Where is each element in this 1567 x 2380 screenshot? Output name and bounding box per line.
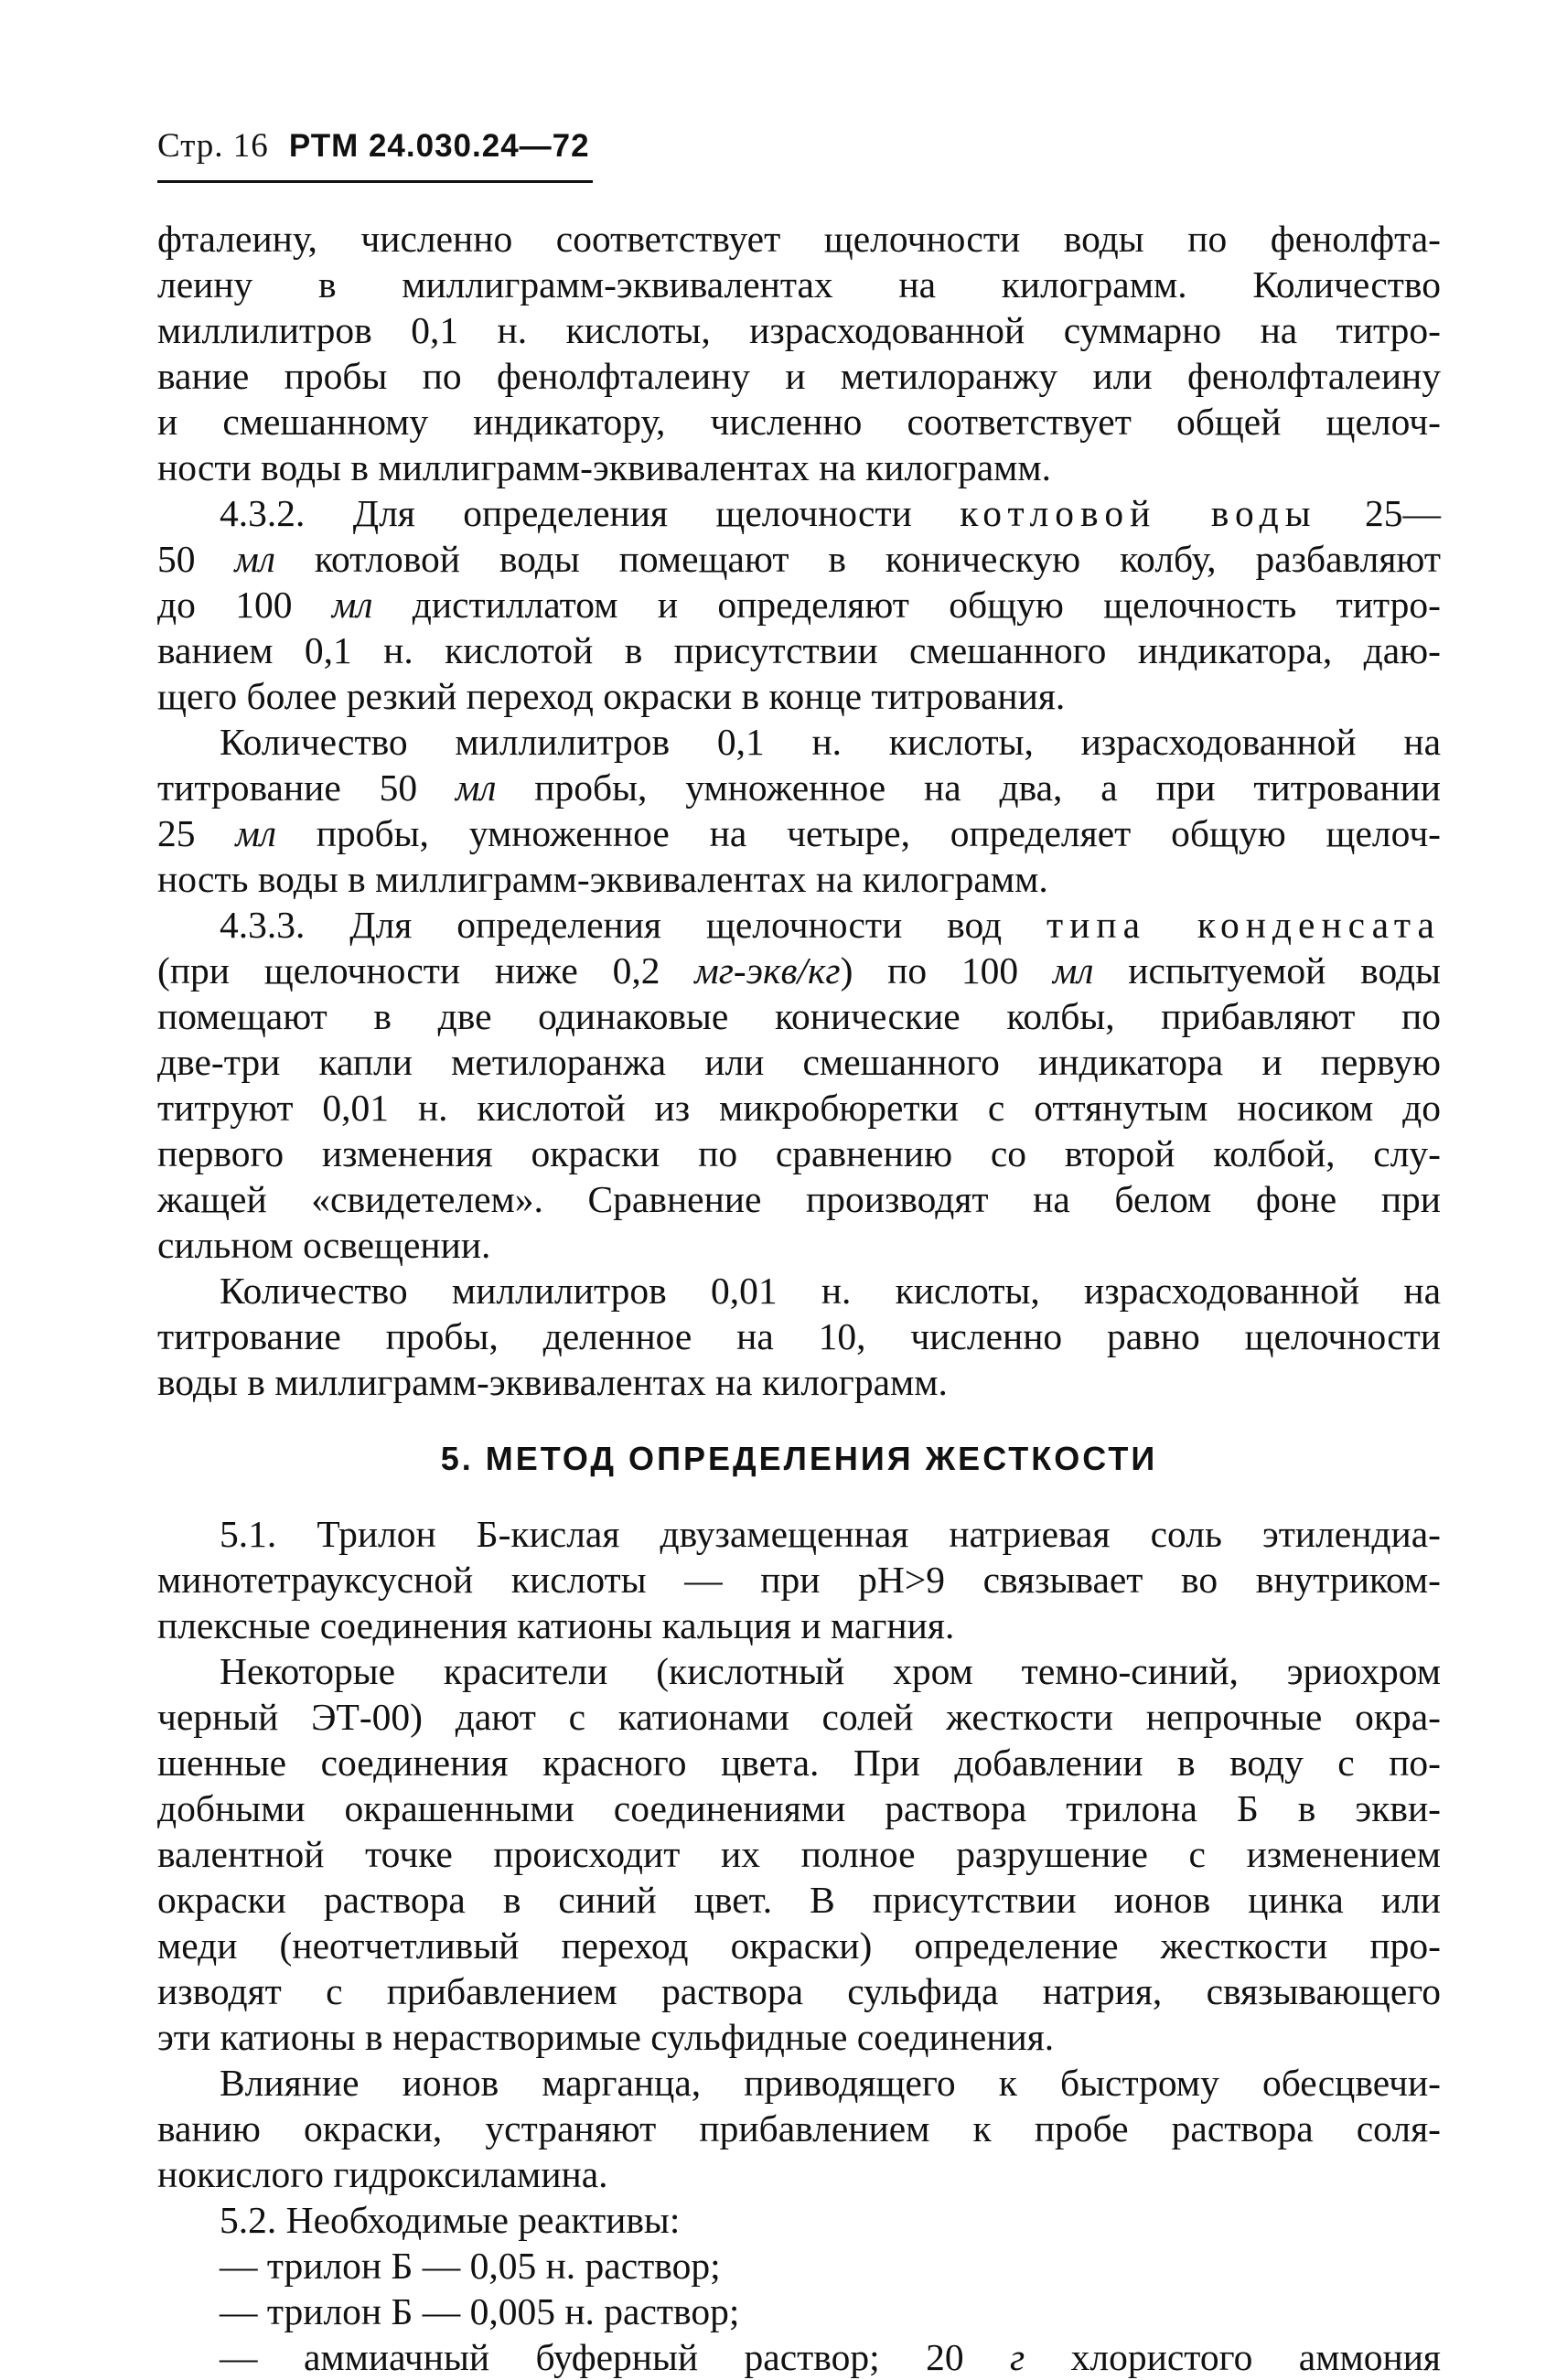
text-line: жащей «свидетелем». Сравнение производят на белом фоне при bbox=[157, 1178, 1441, 1220]
paragraph-quantity-2 bbox=[157, 1268, 1441, 1405]
unit-mg-eq-kg: мг-экв/кг bbox=[694, 949, 841, 992]
unit-ml: мл bbox=[331, 584, 373, 626]
text-line: минотетрауксусной кислоты — при pH>9 связывает во внутриком- bbox=[157, 1559, 1441, 1601]
paragraph-dyes bbox=[157, 1648, 1441, 2060]
text-line: 4.3.3. Для определения щелочности вод типа конденсата bbox=[220, 904, 1441, 946]
paragraph-4-3-3 bbox=[157, 902, 1441, 1268]
paragraph-5-1 bbox=[157, 1511, 1441, 1648]
text-line: первого изменения окраски по сравнению со второй колбой, слу- bbox=[157, 1132, 1441, 1174]
page-header bbox=[157, 126, 590, 166]
section-heading: 5. МЕТОД ОПРЕДЕЛЕНИЯ ЖЕСТКОСТИ bbox=[440, 1440, 1158, 1477]
header-rule bbox=[157, 180, 593, 183]
list-item: — трилон Б — 0,05 н. раствор; bbox=[220, 2245, 721, 2287]
text-line: (при щелочности ниже 0,2 мг-экв/кг) по 100 мл испытуемой воды bbox=[157, 949, 1442, 992]
text-line: две-три капли метилоранжа или смешанного индикатора и первую bbox=[157, 1041, 1441, 1083]
paragraph-4-3-2 bbox=[157, 490, 1441, 719]
text-line: ность воды в миллиграмм-эквивалентах на килограмм. bbox=[157, 858, 1048, 900]
text-line: сильном освещении. bbox=[157, 1224, 491, 1266]
paragraph-continuation bbox=[157, 216, 1441, 490]
text-line: валентной точке происходит их полное разрушение с изменением bbox=[157, 1833, 1441, 1875]
text-line: титрование пробы, деленное на 10, численно равно щелочности bbox=[157, 1315, 1441, 1357]
text-line: ности воды в миллиграмм-эквивалентах на килограмм. bbox=[157, 446, 1052, 488]
text-line: меди (неотчетливый переход окраски) определение жесткости про- bbox=[157, 1924, 1441, 1967]
page-body bbox=[157, 216, 1441, 2380]
text-line: воды в миллиграмм-эквивалентах на килограмм. bbox=[157, 1361, 948, 1403]
text-line: титруют 0,01 н. кислотой из микробюретки с оттянутым носиком до bbox=[157, 1087, 1441, 1129]
text-line: 5.2. Необходимые реактивы: bbox=[220, 2199, 681, 2241]
text-line: изводят с прибавлением раствора сульфида натрия, связывающего bbox=[157, 1970, 1441, 2012]
spaced-term: котловой воды bbox=[960, 492, 1317, 534]
unit-ml: мл bbox=[234, 538, 275, 580]
text-line: щего более резкий переход окраски в конце титрования. bbox=[157, 675, 1066, 717]
text-line: ванию окраски, устраняют прибавлением к пробе раствора соля- bbox=[157, 2107, 1441, 2150]
text-line: до 100 мл дистиллатом и определяют общую щелочность титро- bbox=[157, 584, 1441, 626]
text-line: Некоторые красители (кислотный хром темно-синий, эриохром bbox=[220, 1650, 1441, 1692]
unit-ml: мл bbox=[455, 767, 497, 809]
text-line: 4.3.2. Для определения щелочности котловой воды 25— bbox=[220, 492, 1441, 534]
text-line: Количество миллилитров 0,01 н. кислоты, израсходованной на bbox=[220, 1270, 1441, 1312]
text-line: 25 мл пробы, умноженное на четыре, определяет общую щелоч- bbox=[157, 812, 1442, 854]
text-line: вание пробы по фенолфталеину и метилоранжу или фенолфталеину bbox=[157, 355, 1441, 397]
unit-gram: г bbox=[1010, 2336, 1025, 2378]
text-line: 5.1. Трилон Б-кислая двузамещенная натриевая соль этилендиа- bbox=[220, 1513, 1441, 1555]
paragraph-quantity bbox=[157, 719, 1441, 902]
document-code: РТМ 24.030.24—72 bbox=[288, 128, 590, 164]
unit-ml: мл bbox=[235, 812, 276, 854]
reagents-list bbox=[157, 2243, 1441, 2380]
spaced-term: типа конденсата bbox=[1046, 904, 1441, 946]
list-item: — трилон Б — 0,005 н. раствор; bbox=[220, 2290, 740, 2332]
text-line: плексные соединения катионы кальция и магния. bbox=[157, 1604, 955, 1646]
text-line: 50 мл котловой воды помещают в коническую колбу, разбавляют bbox=[157, 538, 1441, 580]
page-number: Стр. 16 bbox=[157, 127, 269, 165]
text-line: черный ЭТ-00) дают с катионами солей жесткости непрочные окра- bbox=[157, 1696, 1441, 1738]
text-line: окраски раствора в синий цвет. В присутствии ионов цинка или bbox=[157, 1879, 1441, 1921]
text-line: Количество миллилитров 0,1 н. кислоты, израсходованной на bbox=[220, 721, 1441, 763]
text-line: помещают в две одинаковые конические колбы, прибавляют по bbox=[157, 995, 1441, 1037]
text-line: миллилитров 0,1 н. кислоты, израсходованной суммарно на титро- bbox=[157, 309, 1441, 351]
text-line: ванием 0,1 н. кислотой в присутствии смешанного индикатора, даю- bbox=[157, 629, 1441, 671]
paragraph-5-2 bbox=[157, 2197, 1441, 2243]
list-item: — аммиачный буферный раствор; 20 г хлористого аммония bbox=[220, 2336, 1441, 2378]
paragraph-manganese bbox=[157, 2060, 1441, 2197]
unit-ml: мл bbox=[1052, 949, 1094, 992]
text-line: добными окрашенными соединениями раствора трилона Б в экви- bbox=[157, 1787, 1441, 1829]
text-line: леину в миллиграмм-эквивалентах на килограмм. Количество bbox=[157, 263, 1441, 306]
text-line: шенные соединения красного цвета. При добавлении в воду с по- bbox=[157, 1742, 1441, 1784]
text-line: Влияние ионов марганца, приводящего к быстрому обесцвечи- bbox=[220, 2062, 1441, 2104]
text-line: титрование 50 мл пробы, умноженное на два, а при титровании bbox=[157, 767, 1441, 809]
text-line: и смешанному индикатору, численно соответствует общей щелоч- bbox=[157, 401, 1441, 443]
text-line: эти катионы в нерастворимые сульфидные соединения. bbox=[157, 2016, 1055, 2058]
text-line: нокислого гидроксиламина. bbox=[157, 2153, 608, 2195]
text-line: фталеину, численно соответствует щелочности воды по фенолфта- bbox=[157, 218, 1441, 260]
